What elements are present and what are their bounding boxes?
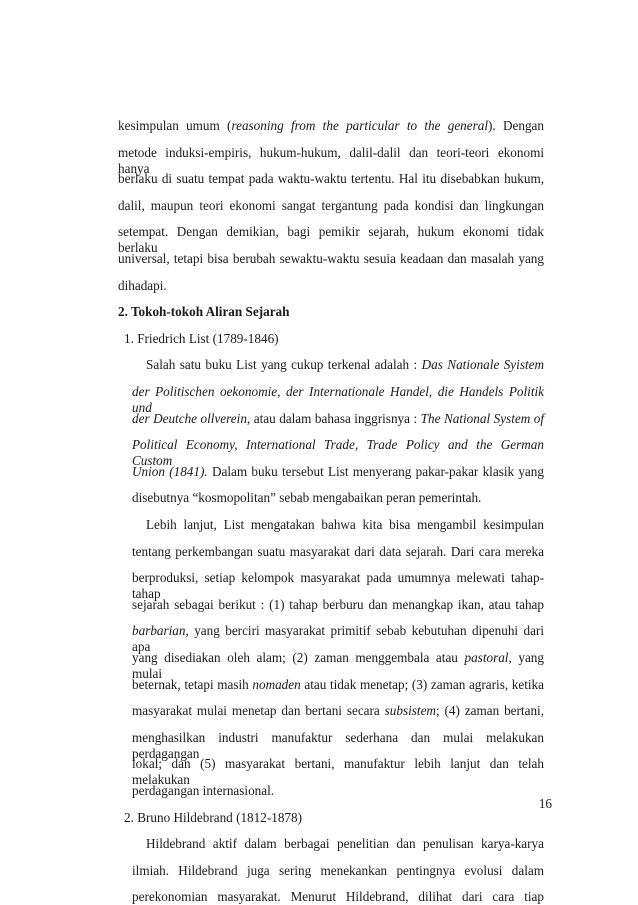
text-run: dihadapi.	[118, 277, 167, 293]
text-run: menghasilkan industri manufaktur sederhana dan mulai melakukan perdagangan	[132, 729, 544, 761]
text-run: tentang perkembangan suatu masyarakat dari data sejarah. Dari cara mereka	[132, 543, 544, 559]
text-line	[132, 783, 274, 799]
italic-text: Das Nationale Syistem	[421, 357, 544, 373]
text-line	[124, 331, 279, 347]
text-run: yang disediakan oleh alam; (2) zaman menggembala atau	[132, 650, 465, 665]
text-run: Lebih lanjut, List mengatakan bahwa kita bisa mengambil kesimpulan	[146, 517, 544, 532]
text-run: metode induksi-empiris, hukum-hukum, dalil-dalil dan teori-teori ekonomi hanya	[118, 144, 544, 176]
text-run: setempat. Dengan demikian, bagi pemikir sejarah, hukum ekonomi tidak berlaku	[118, 224, 544, 256]
text-run: masyarakat mulai menetap dan bertani secara	[132, 703, 385, 719]
text-line	[146, 357, 544, 373]
text-line	[132, 411, 544, 427]
text-run: beternak, tetapi masih	[132, 676, 253, 692]
text-run: disebutnya “kosmopolitan” sebab mengabaikan peran pemerintah.	[132, 490, 482, 506]
text-run: atau tidak menetap; (3) zaman agraris, ketika	[300, 676, 544, 692]
text-run: berlaku di suatu tempat pada waktu-waktu tertentu. Hal itu disebabkan hukum,	[118, 171, 544, 187]
text-run: universal, tetapi bisa berubah sewaktu-waktu sesuia keadaan dan masalah yang	[118, 251, 544, 266]
italic-text: Political Economy, International Trade, Trade Policy and the German Custom	[132, 437, 544, 469]
text-run: Salah satu buku List yang cukup terkenal adalah :	[146, 357, 422, 373]
text-run: ; (4) zaman bertani,	[435, 703, 544, 719]
italic-text: reasoning from the particular to the general	[231, 118, 489, 133]
text-run: Dalam buku tersebut List menyerang pakar-pakar klasik yang	[207, 463, 544, 479]
text-run: , atau dalam bahasa inggrisnya :	[246, 410, 421, 426]
text-run: 2. Bruno Hildebrand (1812-1878)	[124, 809, 302, 825]
text-line	[118, 251, 544, 267]
text-run: kesimpulan umum (	[118, 118, 232, 133]
italic-text: der Deutche ollverein	[132, 410, 247, 426]
text-run: 1. Friedrich List (1789-1846)	[124, 330, 279, 346]
text-run: sejarah sebagai berikut : (1) tahap berburu dan menangkap ikan, atau tahap	[132, 596, 544, 612]
text-line	[118, 118, 544, 134]
text-line	[132, 863, 544, 879]
text-line	[132, 677, 544, 693]
text-run: ilmiah. Hildebrand juga sering menekankan pentingnya evolusi dalam	[132, 862, 544, 878]
text-line	[132, 490, 481, 506]
text-run: , yang mulai	[132, 650, 544, 681]
italic-text: barbarian,	[132, 623, 189, 639]
text-run: berproduksi, setiap kelompok masyarakat pada umumnya melewati tahap-tahap	[132, 570, 544, 602]
text-line	[146, 517, 544, 533]
text-run: ). Dengan	[488, 118, 545, 133]
italic-text: subsistem	[384, 703, 436, 719]
text-run: dalil, maupun teori ekonomi sangat tergantung pada kondisi dan lingkungan	[118, 197, 544, 213]
text-run: perekonomian masyarakat. Menurut Hildebrand, dilihat dari cara tiap	[132, 889, 544, 905]
text-line	[118, 304, 289, 320]
text-run: lokal; dan (5) masyarakat bertani, manufaktur lebih lanjut dan telah melakukan	[132, 756, 544, 788]
text-run: Hildebrand aktif dalam berbagai penelitian dan penulisan karya-karya	[146, 836, 544, 852]
text-line	[146, 836, 544, 852]
text-line	[118, 198, 544, 214]
italic-text: der Politischen oekonomie, der Internationale Handel, die Handels Politik und	[132, 384, 544, 415]
italic-text: nomaden	[252, 676, 301, 692]
italic-text: pastoral	[464, 650, 509, 665]
text-line	[132, 544, 544, 560]
text-line	[132, 597, 544, 613]
text-run: perdagangan internasional.	[132, 783, 275, 798]
italic-text: The National System of	[420, 410, 544, 426]
italic-text: Union (1841).	[132, 463, 208, 479]
text-line	[132, 464, 544, 480]
text-line	[118, 171, 544, 187]
text-run: 2. Tokoh-tokoh Aliran Sejarah	[118, 304, 290, 320]
page-number: 16	[538, 796, 552, 811]
text-line	[124, 810, 302, 826]
text-line	[132, 703, 544, 719]
text-line	[118, 278, 167, 294]
text-run: yang berciri masyarakat primitif sebab kebutuhan dipenuhi dari apa	[132, 623, 544, 655]
